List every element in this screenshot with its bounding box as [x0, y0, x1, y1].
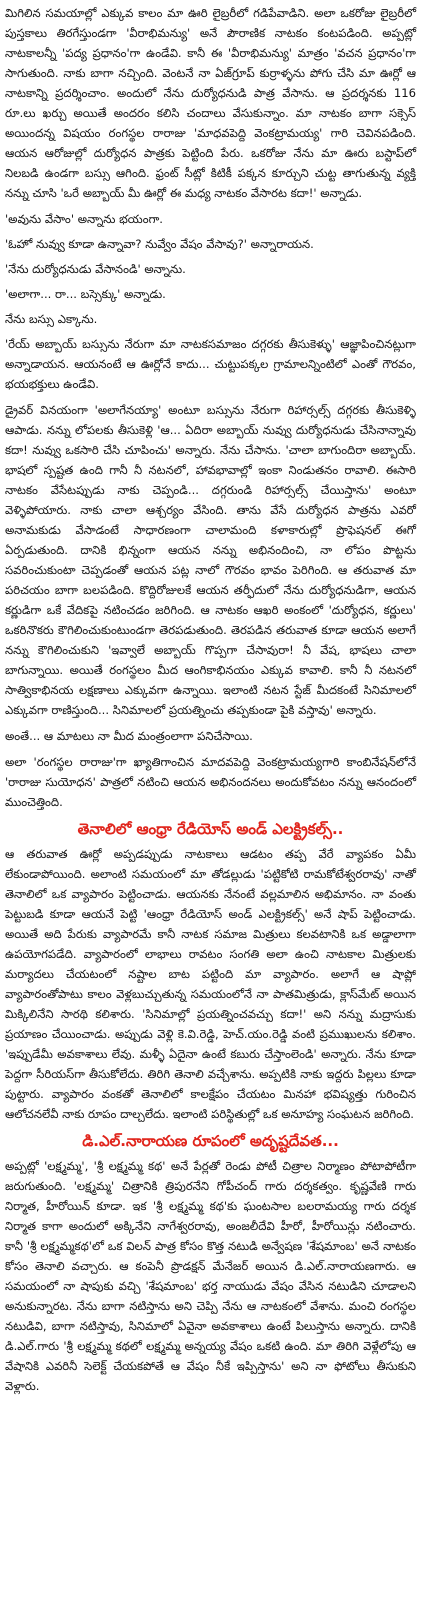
- dialogue-line: 'నేను దుర్యోధనుడు వేసానండి' అన్నాను.: [5, 262, 186, 276]
- dialogue-line: 'అవును వేసాం' అన్నాను భయంగా.: [5, 212, 163, 226]
- article-paragraph: డ్రైవర్ వినయంగా 'అలాగేనయ్యా' అంటూ బస్సును నేరుగా రిహార్సల్స్ దగ్గరకు తీసుకెళ్ళి ఆపాడు. నన్ను లోపలకు తీసుకెళ్లి 'ఆ... ఏదిరా అబ్బాయ్ నువ్వు దుర్యోధనుడు చేసినాన్నావు కదా! నువ్వు ఒకసారి చేసి చూపించు' అన్నారు. నేను చేసాను. 'చాలా బాగుందిరా అబ్బాయ్. భాషలో స్పష్టత ఉంది గానీ నీ నటనలో, హావభావాల్లో ఇంకా నిండుతనం రావాలి. ఈసారి నాటకం వేసేటప్పుడు నాకు చెప్పండి... దగ్గరుండి రిహార్సల్స్ చేయిస్తాను' అంటూ వెళ్ళిపోయారు. నాకు చాలా ఆశ్చర్యం వేసింది. తాను వేసే దుర్యోధన పాత్రను ఎవరో అనామకుడు వేసాడంటే సాధారణంగా చాలామంది కళాకారుల్లో ప్రొఫెషనల్ ఈగో ఏర్పడుతుంది. దానికి భిన్నంగా ఆయన నన్ను అభినందించి, నా లోపం పొట్టను సవరించుకుంటా చెప్పడంతో ఆయన పట్ల నాలో గౌరవం భావం పెరిగింది. ఆ తరువాత మా పరిచయం బాగా బలపడింది. కొద్దిరోజులకే ఆయన తర్ఫీదులో నేను దుర్యోధనుడిగా, ఆయన కర్ణుడిగా ఒకే వేదికపై నటించడం జరిగింది. ఆ నాటకం ఆఖరి అంకంలో 'దుర్యోధన, కర్ణులు' ఒకరినొకరు కౌగిలించుకుంటుండగా తెరపడుతుంది. తెరపడిన తరువాత కూడా ఆయన అలాగే నన్ను కౌగిలించుకుని 'ఇవ్వాలే అబ్బాయ్ గొప్పగా చేసావురా! నీ వేష, భాషలు చాలా బాగున్నాయి. అయితే రంగస్థలం మీద ఆంగికాభినయం ఎక్కువ కావాలి. కానీ నీ నటనలో సాత్వికాభినయ లక్షణాలు ఎక్కువగా ఉన్నాయి. ఇలాంటి నటన స్టేజ్ మీదకంటే సినిమాలలో ఎక్కువగా రాణిస్తుంది... సినిమాలలో ప్రయత్నించు తప్పకుండా పైకి వస్తావు' అన్నారు.: [5, 403, 416, 717]
- article-paragraph: అలా 'రంగస్థల రారాజు'గా ఖ్యాతిగాంచిన మాదవపెద్ది వెంకట్రామయ్యగారి కాంబినేషన్‌లోనే 'రారాజు సుయోధన' పాత్రలో నటించి ఆయన అభినందనలు అందుకోవటం నన్ను ఆనందంలో ముంచెత్తింది.: [5, 755, 416, 809]
- dialogue-line: 'అలాగా... రా... బస్సెక్కు' అన్నాడు.: [5, 287, 166, 301]
- section-heading: డి.ఎల్.నారాయణ రూపంలో అదృష్టదేవత...: [82, 1132, 339, 1150]
- dialogue-line: నేను బస్సు ఎక్కాను.: [5, 312, 98, 326]
- section-heading: తెనాలిలో ఆంధ్రా రేడియోస్ అండ్ ఎలక్ట్రికల్స్..: [77, 820, 344, 838]
- article-paragraph: అంతే... ఆ మాటలు నా మీద మంత్రంలాగా పనిచేసాయి.: [5, 729, 253, 743]
- article-paragraph: 'రేయ్ అబ్బాయ్ బస్సును నేరుగా మా నాటకసమాజం దగ్గరకు తీసుకెళ్ళు' ఆజ్ఞాపించినట్లుగా అన్నాడాయన. ఆయనంటే ఆ ఊర్లోనే కాదు... చుట్టుపక్కల గ్రామాలన్నింటిలో ఎంతో గౌరవం, భయభక్తులు ఉండేవి.: [5, 337, 416, 391]
- article-paragraph: ఆ తరువాత ఊర్లో అప్పడప్పుడు నాటకాలు ఆడటం తప్ప వేరే వ్యాపకం ఏమీ లేకుండాపోయింది. అలాంటి సమయంలో మా తోడల్లుడు 'పట్టికోటి రామకోటేశ్వరరావు' నాతో తెనాలిలో ఒక వ్యాపారం పెట్టించాడు. ఆయనకు నేనంటే వల్లమాలిన అభిమానం. నా వంతు పెట్టుబడి కూడా ఆయనే పెట్టి 'ఆంధ్రా రేడియోస్ అండ్ ఎలక్ట్రికల్స్' అనే షాప్ పెట్టించాడు. అయితే అది పేరుకు వ్యాపారమే కానీ నాటక సమాజ మిత్రులు కలవటానికి ఒక అడ్డాలాగా ఉపయోగపడేది. వ్యాపారంలో లాభాలు రావటం సంగతి అలా ఉంచి నాటకాల మిత్రులకు మర్యాదలు చేయటంలో నష్టాల బాట పట్టింది మా వ్యాపారం. అలాగే ఆ షాప్లో వ్యాపారంతోపాటు కాలం వెళ్లబుచ్చుతున్న సమయంలోనే నా పాతమిత్రుడు, క్లాస్‌మేట్ అయిన మిక్కిలినేని సారథి కలిశారు. 'సినిమాల్లో ప్రయత్నించవచ్చు కదా!' అని నన్ను మద్రాసుకు ప్రయాణం చేయించాడు. అప్పుడు వెళ్లి కె.వి.రెడ్డి, హెచ్.యం.రెడ్డి వంటి ప్రముఖులను కలిశాం. 'ఇప్పుడేమీ అవకాశాలు లేవు. మళ్ళీ ఏదైనా ఉంటే కబురు చేస్తాంలెండి' అన్నారు. నేను కూడా పెద్దగా సీరియస్‌గా తీసుకోలేదు. తిరిగి తెనాలి వచ్చేశాను. అప్పటికి నాకు ఇద్దరు పిల్లలు కూడా పుట్టారు. వ్యాపారం వంకతో తెనాలిలో కాలక్షేపం చేయటం మినహా భవిష్యత్తు గురించిన ఆలోచనలేవీ నాకు రూపం దాల్చలేదు. ఇలాంటి పరిస్థితుల్లో ఒక అనూహ్య సంఘటన జరిగింది.: [5, 847, 416, 1121]
- article-paragraph: మిగిలిన సమయాల్లో ఎక్కువ కాలం మా ఊరి లైబ్రరీలో గడిపేవాడిని. అలా ఒకరోజు లైబ్రరీలో పుస్తకాలు తిరగేస్తుండగా 'వీరాభిమన్యు' అనే పౌరాణిక నాటకం కంటపడింది. అప్పట్లో నాటకాలన్నీ 'పద్య ప్రధానం'గా ఉండేవి. కానీ ఈ 'వీరాభిమన్యు' మాత్రం 'వచన ప్రధానం'గా సాగుతుంది. నాకు బాగా నచ్చింది. వెంటనే నా ఏజ్‌గ్రూప్ కుర్రాళ్ళను పోగు చేసి మా ఊర్లో ఆ నాటకాన్ని ప్రదర్శించాం. అందులో నేను దుర్యోధనుడి పాత్ర వేసాను. ఆ ప్రదర్శనకు 116 రూ.లు ఖర్చు అయితే అందరం కలిసి చందాలు వేసుకున్నాం. మా నాటకం బాగా సక్సెస్ అయిందన్న విషయం రంగస్థల రారాజు 'మాధవపెద్ది వెంకట్రామయ్య' గారి చెవినపడింది. ఆయన ఆరోజుల్లో దుర్యోధన పాత్రకు పెట్టింది పేరు. ఒకరోజు నేను మా ఊరు బస్టాప్‌లో నిలబడి ఉండగా బస్సు ఆగింది. ఫ్రంట్ సీట్లో కిటికీ పక్కన కూర్చుని చుట్ట తాగుతున్న వ్యక్తి నన్ను చూసి 'ఒరే అబ్బాయ్ మీ ఊర్లో ఈ మధ్య నాటకం వేసారట కదా!' అన్నాడు.: [5, 6, 416, 200]
- article-paragraph: అప్పట్లో 'లక్ష్మమ్మ', 'శ్రీ లక్ష్మమ్మ కథ' అనే పేర్లతో రెండు పోటీ చిత్రాల నిర్మాణం పోటాపోటీగా జరుగుతుంది. 'లక్ష్మమ్మ' చిత్రానికి త్రిపురనేని గోపీచంద్ గారు దర్శకత్వం. కృష్ణవేణి గారు నిర్మాత, హీరోయిన్ కూడా. ఇక 'శ్రీ లక్ష్మమ్మ కథ'కు ఘంటసాల బలరామయ్య గారు దర్శక నిర్మాత కాగా అందులో అక్కినేని నాగేశ్వరరావు, అంజలీదేవి హీరో, హీరోయిన్లు నటించారు. కానీ 'శ్రీ లక్ష్మమ్మకథ'లో ఒక విలన్ పాత్ర కోసం కొత్త నటుడి అన్వేషణ 'శేషమాంబ' అనే నాటకం కోసం తెనాలి వచ్చారు. ఆ కంపెనీ ప్రొడక్షన్ మేనేజర్ అయిన డి.ఎల్.నారాయణగారు. ఆ సమయంలో నా షాపుకు వచ్చి 'శేషమాంబ' భర్త నాయుడు వేషం వేసిన నటుడిని చూడాలని అనుకున్నారట. నేను బాగా నటిస్తాను అని చెప్పి నేను ఆ నాటకంలో వేశాను. మంచి రంగస్థల నటుడివి, బాగా నటిస్తావు, సినిమాలో ఏవైనా అవకాశాలు ఉంటే పిలుస్తాను అన్నారు. దానికి డి.ఎల్.గారు 'శ్రీ లక్ష్మమ్మ కథలో లక్ష్మమ్మ అన్నయ్య వేషం ఒకటి ఉంది. మా తిరిగి వెళ్లేలోపు ఆ వేషానికి ఎవరినీ సెలెక్ట్ చేయకపోతే ఆ వేషం నీకే ఇప్పిస్తాను' అని నా ఫోటోలు తీసుకుని వెళ్లారు.: [5, 1159, 416, 1393]
- dialogue-line: 'ఓహో నువ్వు కూడా ఉన్నావా? నువ్వేం వేషం వేసావు?' అన్నారాయన.: [5, 237, 314, 251]
